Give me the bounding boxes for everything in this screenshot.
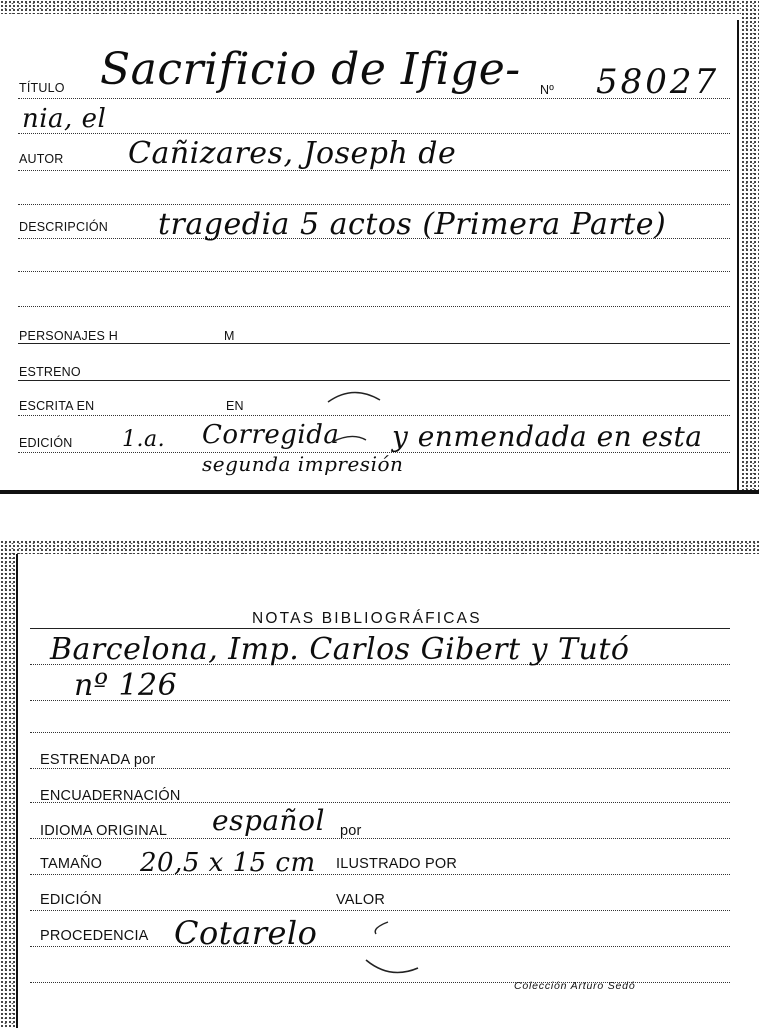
idioma-original-value: español [212,804,325,837]
notas-bibliograficas-heading: NOTAS BIBLIOGRÁFICAS [252,610,482,627]
estrenada-por-label: ESTRENADA por [40,752,156,768]
card-torn-edge [741,0,759,494]
ilustrado-por-label: ILUSTRADO POR [336,856,458,872]
catalog-card-back [0,540,759,1028]
personajes-m-label: M [224,329,235,343]
collection-credit: Colección Arturo Sedó [514,980,636,992]
edicion-value-line1b: y enmendada en esta [392,420,703,453]
ruled-line [18,343,730,344]
ruled-line [18,133,730,134]
autor-value: Cañizares, Joseph de [128,136,457,171]
ruled-line [30,732,730,733]
tamano-value: 20,5 x 15 cm [140,848,316,878]
card-torn-edge [0,0,759,14]
ruled-line [30,768,730,769]
estreno-label: ESTRENO [19,365,81,379]
ruled-line [18,204,730,205]
ruled-line [30,874,730,875]
edicion-label: EDICIÓN [40,892,102,908]
tamano-label: TAMAÑO [40,856,103,872]
ruled-line [18,306,730,307]
ruled-line [30,628,730,629]
edicion-value-line1a: Corregida [202,420,340,450]
ruled-line [18,380,730,381]
escrita-en-label: ESCRITA EN [19,399,95,413]
punch-hole-mark [318,384,388,454]
descripcion-label: DESCRIPCIÓN [19,220,109,234]
notas-value-line2: nº 126 [74,668,178,703]
idioma-original-label: IDIOMA ORIGINAL [40,823,168,839]
card-torn-edge [0,540,759,554]
titulo-value-line1: Sacrificio de Ifige- [100,44,521,95]
idioma-por-label: por [340,823,362,839]
titulo-value-line2: nia, el [22,104,107,134]
edicion-number: 1.a. [122,427,166,452]
ruled-line [18,271,730,272]
en-label: EN [226,399,244,413]
punch-hole-mark [360,914,430,984]
personajes-h-label: PERSONAJES H [19,329,118,343]
numero-value: 58027 [596,62,720,102]
notas-value-line1: Barcelona, Imp. Carlos Gibert y Tutó [50,632,630,667]
procedencia-value: Cotarelo [174,914,318,952]
edicion-value-line2: segunda impresión [202,452,404,476]
card-right-border [737,20,739,490]
titulo-label: TÍTULO [19,81,65,95]
valor-label: VALOR [336,892,386,908]
card-bottom-border [0,490,759,494]
edicion-label: EDICIÓN [19,436,73,450]
autor-label: AUTOR [19,152,64,166]
ruled-line [30,910,730,911]
procedencia-label: PROCEDENCIA [40,928,149,944]
descripcion-value: tragedia 5 actos (Primera Parte) [158,207,667,242]
card-torn-edge [0,540,16,1028]
card-left-border [16,554,18,1028]
encuadernacion-label: ENCUADERNACIÓN [40,788,181,804]
numero-label: Nº [540,83,554,97]
catalog-card-front [0,0,759,494]
